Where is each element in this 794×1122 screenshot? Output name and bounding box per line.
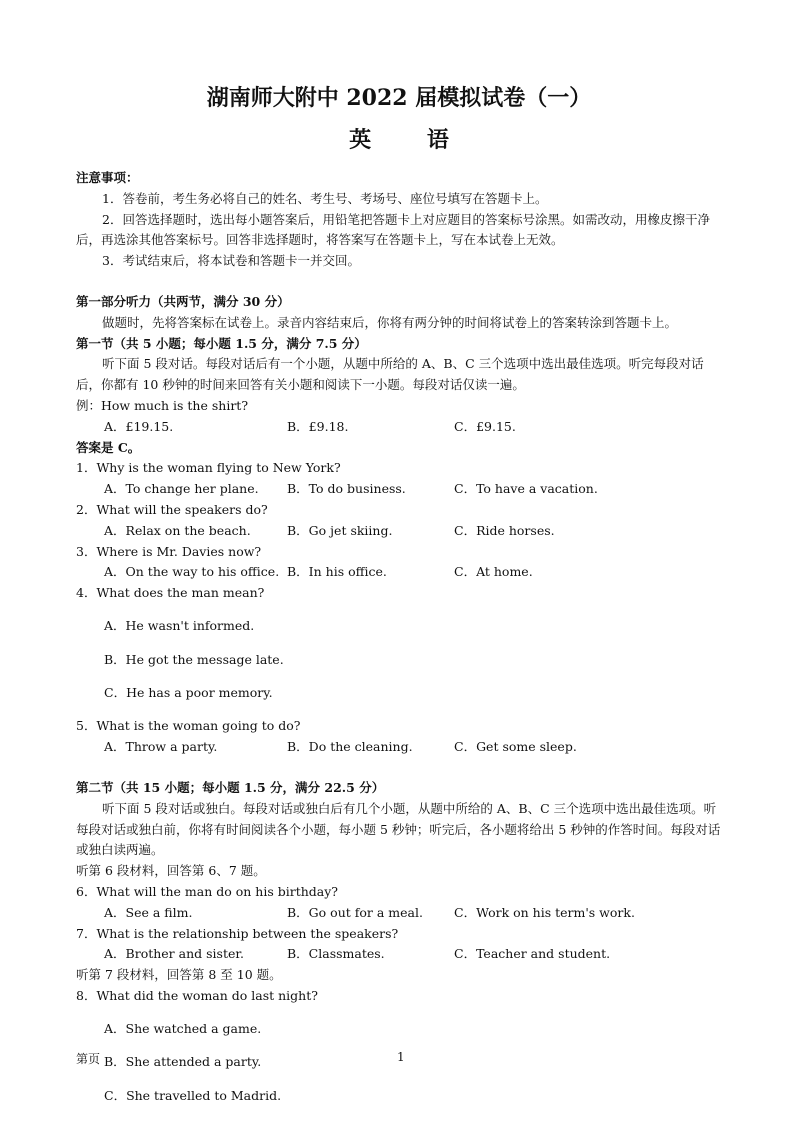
option-a: A．To change her plane. bbox=[104, 481, 259, 497]
question-7-options bbox=[76, 944, 722, 965]
section1-instruction: 听下面 5 段对话。每段对话后有一个小题，从题中所给的 A、B、C 三个选项中选出最佳选项。听完每段对话后，你都有 10 秒钟的时间来回答有关小题和阅读下一小题。每段对话仅读一遍。 bbox=[76, 356, 704, 393]
page-content bbox=[76, 82, 722, 1119]
question-2-options bbox=[76, 521, 722, 542]
option-a: A．He wasn't informed. bbox=[104, 618, 255, 634]
option-a: A．She watched a game. bbox=[104, 1021, 262, 1037]
option-c: C．Teacher and student. bbox=[454, 946, 611, 962]
option-a: A．See a film. bbox=[104, 904, 193, 920]
option-c: C．She travelled to Madrid. bbox=[104, 1087, 282, 1103]
option-c: C．Get some sleep. bbox=[454, 739, 577, 755]
question-1-options bbox=[76, 479, 722, 500]
section2-instruction: 听下面 5 段对话或独白。每段对话或独白后有几个小题，从题中所给的 A、B、C 三个选项中选出最佳选项。听每段对话或独白前，你将有时间阅读各个小题，每小题 5 秒钟；听完后，各小题将给出 5 秒钟的作答时间。每段对话或独白读两遍。 bbox=[76, 800, 721, 858]
option-b: B．Go out for a meal. bbox=[287, 904, 423, 920]
question-5: 5．What is the woman going to do? bbox=[76, 718, 301, 734]
exam-title: 湖南师大附中 2022 届模拟试卷（一） bbox=[206, 85, 592, 111]
option-c: C．Ride horses. bbox=[454, 522, 555, 538]
option-c: C．At home. bbox=[454, 564, 533, 580]
example-answer: 答案是 C。 bbox=[76, 439, 141, 455]
exam-subject: 英 语 bbox=[349, 127, 473, 153]
spacer bbox=[76, 758, 722, 778]
section2-heading: 第二节（共 15 小题；每小题 1.5 分，满分 22.5 分） bbox=[76, 779, 385, 795]
option-c: C．To have a vacation. bbox=[454, 481, 598, 497]
option-a: A．On the way to his office. bbox=[104, 564, 280, 580]
option-a: A．Throw a party. bbox=[104, 739, 218, 755]
option-c: C．Work on his term's work. bbox=[454, 904, 635, 920]
option-b: B．£9.18. bbox=[287, 418, 349, 434]
question-6: 6．What will the man do on his birthday? bbox=[76, 883, 338, 899]
option-b: B．Do the cleaning. bbox=[287, 739, 413, 755]
notice-item-3: 3．考试结束后，将本试卷和答题卡一并交回。 bbox=[102, 253, 360, 269]
spacer bbox=[76, 272, 722, 292]
option-b: B．He got the message late. bbox=[104, 651, 284, 667]
notice-heading: 注意事项： bbox=[76, 170, 139, 185]
question-7: 7．What is the relationship between the speakers? bbox=[76, 925, 399, 941]
question-2: 2．What will the speakers do? bbox=[76, 501, 268, 517]
question-5-options bbox=[76, 737, 722, 758]
part1-instruction: 做题时，先将答案标在试卷上。录音内容结束后，你将有两分钟的时间将试卷上的答案转涂到答题卡上。 bbox=[102, 314, 678, 330]
option-a: A．£19.15. bbox=[104, 418, 174, 434]
question-4: 4．What does the man mean? bbox=[76, 585, 265, 601]
option-b: B．Go jet skiing. bbox=[287, 522, 393, 538]
option-c: C．£9.15. bbox=[454, 418, 516, 434]
example-question: 例：How much is the shirt? bbox=[76, 397, 249, 413]
option-b: B．In his office. bbox=[287, 564, 387, 580]
notice-item-1: 1．答卷前，考生务必将自己的姓名、考生号、考场号、座位号填写在答题卡上。 bbox=[102, 190, 548, 206]
question-6-options bbox=[76, 903, 722, 924]
page-number: 1 bbox=[397, 1050, 405, 1064]
question-8: 8．What did the woman do last night? bbox=[76, 987, 318, 1003]
question-3: 3．Where is Mr. Davies now? bbox=[76, 543, 262, 559]
material-7-note: 听第 7 段材料，回答第 8 至 10 题。 bbox=[76, 967, 282, 983]
question-1: 1．Why is the woman flying to New York? bbox=[76, 460, 341, 476]
option-b: B．Classmates. bbox=[287, 946, 385, 962]
footer-label: 第页 bbox=[76, 1052, 101, 1066]
section1-heading: 第一节（共 5 小题；每小题 1.5 分，满分 7.5 分） bbox=[76, 335, 367, 351]
question-3-options bbox=[76, 562, 722, 583]
option-b: B．To do business. bbox=[287, 481, 406, 497]
notice-section bbox=[76, 168, 722, 272]
option-a: A．Brother and sister. bbox=[104, 946, 244, 962]
notice-item-2: 2．回答选择题时，选出每小题答案后，用铅笔把答题卡上对应题目的答案标号涂黑。如需改动，用橡皮擦干净后，再选涂其他答案标号。回答非选择题时，将答案写在答题卡上，写在本试卷上无效。 bbox=[76, 211, 710, 248]
material-6-note: 听第 6 段材料，回答第 6、7 题。 bbox=[76, 863, 266, 879]
option-c: C．He has a poor memory. bbox=[104, 685, 273, 701]
part1-heading: 第一部分听力（共两节，满分 30 分） bbox=[76, 293, 290, 309]
option-a: A．Relax on the beach. bbox=[104, 522, 251, 538]
option-b: B．She attended a party. bbox=[104, 1054, 262, 1070]
example-options bbox=[76, 417, 722, 438]
